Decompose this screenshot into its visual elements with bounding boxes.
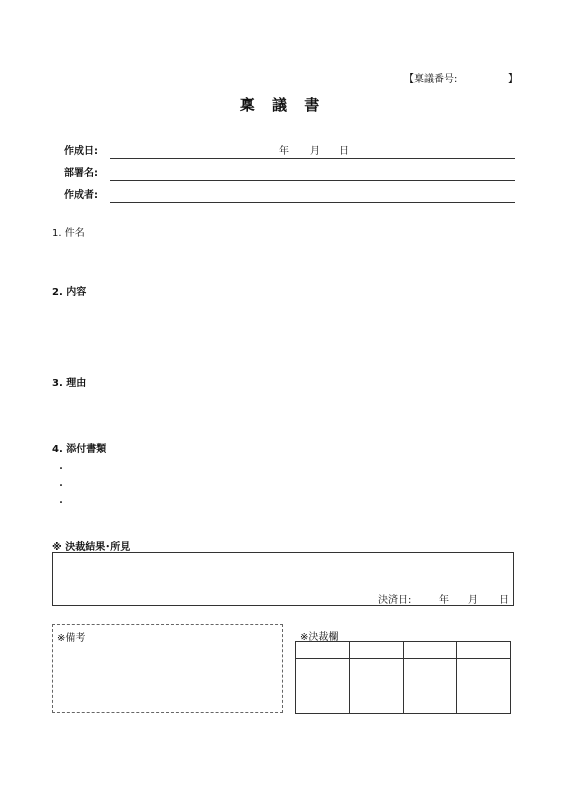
approval-stamp-row — [296, 659, 511, 714]
approval-stamp-cell-4[interactable] — [457, 659, 511, 714]
created-date-label: 作成日: — [64, 146, 98, 157]
approval-stamp-cell-3[interactable] — [403, 659, 457, 714]
approval-stamp-cell-2[interactable] — [349, 659, 403, 714]
section-content: 2. 内容 — [52, 287, 87, 298]
remarks-box[interactable] — [52, 624, 283, 713]
author-label: 作成者: — [64, 190, 98, 201]
subject-area[interactable] — [52, 238, 512, 278]
doc-number-label: 【稟議番号: — [404, 74, 458, 85]
decision-date-label: 決済日: — [378, 595, 412, 606]
author-field[interactable] — [110, 202, 515, 203]
approval-stamp-cell-1[interactable] — [296, 659, 350, 714]
section-reason: 3. 理由 — [52, 378, 87, 389]
page-title: 稟 議 書 — [239, 96, 326, 114]
content-area[interactable] — [52, 298, 512, 368]
doc-number-field — [404, 70, 518, 85]
reason-area[interactable] — [52, 388, 512, 433]
decision-box[interactable] — [52, 552, 514, 606]
approval-header-cell-3[interactable] — [403, 642, 457, 659]
decision-year-label: 年 — [439, 595, 449, 606]
department-field[interactable] — [110, 180, 515, 181]
decision-heading: ※ 決裁結果･所見 — [52, 542, 131, 553]
approval-header-cell-2[interactable] — [349, 642, 403, 659]
attachment-bullet-1: ・ — [56, 464, 66, 475]
approval-header-cell-1[interactable] — [296, 642, 350, 659]
approval-label: ※決裁欄 — [300, 632, 339, 643]
approval-header-row — [296, 642, 511, 659]
attachment-bullet-3: ・ — [56, 498, 66, 509]
attachment-bullet-2: ・ — [56, 481, 66, 492]
created-day-label: 日 — [339, 146, 349, 157]
created-year-label: 年 — [279, 146, 289, 157]
decision-day-label: 日 — [499, 595, 509, 606]
remarks-label: ※備考 — [57, 633, 86, 644]
section-subject: 1. 件名 — [52, 228, 85, 239]
section-attachments: 4. 添付書類 — [52, 444, 107, 455]
decision-month-label: 月 — [468, 595, 478, 606]
department-label: 部署名: — [64, 168, 98, 179]
approval-table — [295, 641, 511, 714]
created-month-label: 月 — [310, 146, 320, 157]
approval-header-cell-4[interactable] — [457, 642, 511, 659]
doc-number-close: 】 — [508, 74, 518, 85]
created-date-field[interactable] — [110, 158, 515, 159]
